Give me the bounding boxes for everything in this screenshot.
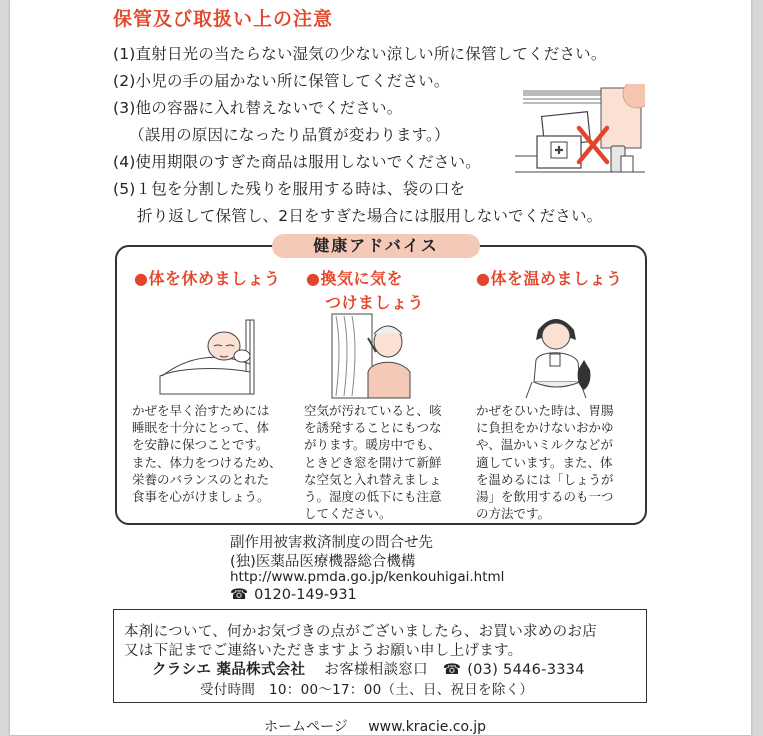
homepage-line [264, 716, 486, 736]
relief-phone-number: 0120-149-931 [254, 587, 357, 603]
customer-contact-box [113, 609, 647, 703]
window-ventilation-illustration [328, 312, 414, 400]
relief-contact-title: 副作用被害救済制度の問合せ先 [230, 535, 433, 551]
advice-rest-text: かぜを早く治すためには 睡眠を十分にとって、体 を安静に保つことです。 また、体力をつけるため、 栄養のバランスのとれた 食事を心がけましょう。 [132, 403, 282, 505]
relief-contact-url[interactable]: http://www.pmda.go.jp/kenkouhigai.html [230, 569, 505, 585]
advice-ventilation-heading-2: つけましょう [325, 293, 425, 312]
leaflet-page [10, 0, 751, 735]
advice-warmth-heading: ●体を温めましょう [476, 269, 623, 288]
customer-desk: お客様相談窓口 [324, 662, 428, 678]
advice-ventilation-text: 空気が汚れていると、咳 を誘発することにもつな がります。暖房中でも、 ときどき窓を開けて新鮮 な空気と入れ替えましょ う。湿度の低下にも注意 してください。 [304, 403, 442, 522]
caution-3-note: （誤用の原因になったり品質が変わります。） [129, 126, 450, 144]
caution-5: (5)１包を分割した残りを服用する時は、袋の口を [113, 180, 466, 198]
health-advice-label: 健康アドバイス [272, 234, 480, 258]
caution-4: (4)使用期限のすぎた商品は服用しないでください。 [113, 153, 481, 171]
homepage-label: ホームページ [264, 719, 348, 735]
company-name: クラシエ 薬品株式会社 [152, 662, 306, 678]
caution-1: (1)直射日光の当たらない湿気の少ない涼しい所に保管してください。 [113, 45, 607, 63]
warm-drink-illustration [520, 310, 600, 400]
customer-phone-number: (03) 5446-3334 [467, 662, 585, 678]
advice-warmth-text: かぜをひいた時は、胃腸 に負担をかけないおかゆ や、温かいミルクなどが 適しています。また、体 を温めるには「しょうが 湯」を飲用するのも一つ の方法です。 [476, 403, 614, 522]
homepage-url[interactable]: www.kracie.co.jp [368, 719, 487, 735]
reception-hours: 受付時間 10：00〜17：00（土、日、祝日を除く） [200, 682, 534, 698]
resting-person-illustration [158, 316, 268, 396]
advice-rest-heading: ●体を休めましょう [134, 269, 281, 288]
telephone-icon: ☎ [442, 662, 462, 678]
customer-box-line1: 本剤について、何かお気づきの点がございましたら、お買い求めのお店 [124, 624, 598, 640]
storage-illustration [515, 84, 645, 184]
advice-ventilation-heading: ●換気に気を [306, 269, 403, 288]
caution-2: (2)小児の手の届かない所に保管してください。 [113, 72, 450, 90]
relief-contact-org: (独)医薬品医療機器総合機構 [230, 554, 416, 570]
customer-box-contact [152, 658, 585, 679]
telephone-icon: ☎ [230, 587, 249, 603]
caution-3: (3)他の容器に入れ替えないでください。 [113, 99, 403, 117]
section-title: 保管及び取扱い上の注意 [113, 8, 334, 30]
relief-contact-phone [230, 587, 357, 603]
customer-box-line2: 又は下記までご連絡いただきますようお願い申し上げます。 [124, 643, 523, 659]
caution-5-cont: 折り返して保管し、2日をすぎた場合には服用しないでください。 [137, 207, 603, 225]
